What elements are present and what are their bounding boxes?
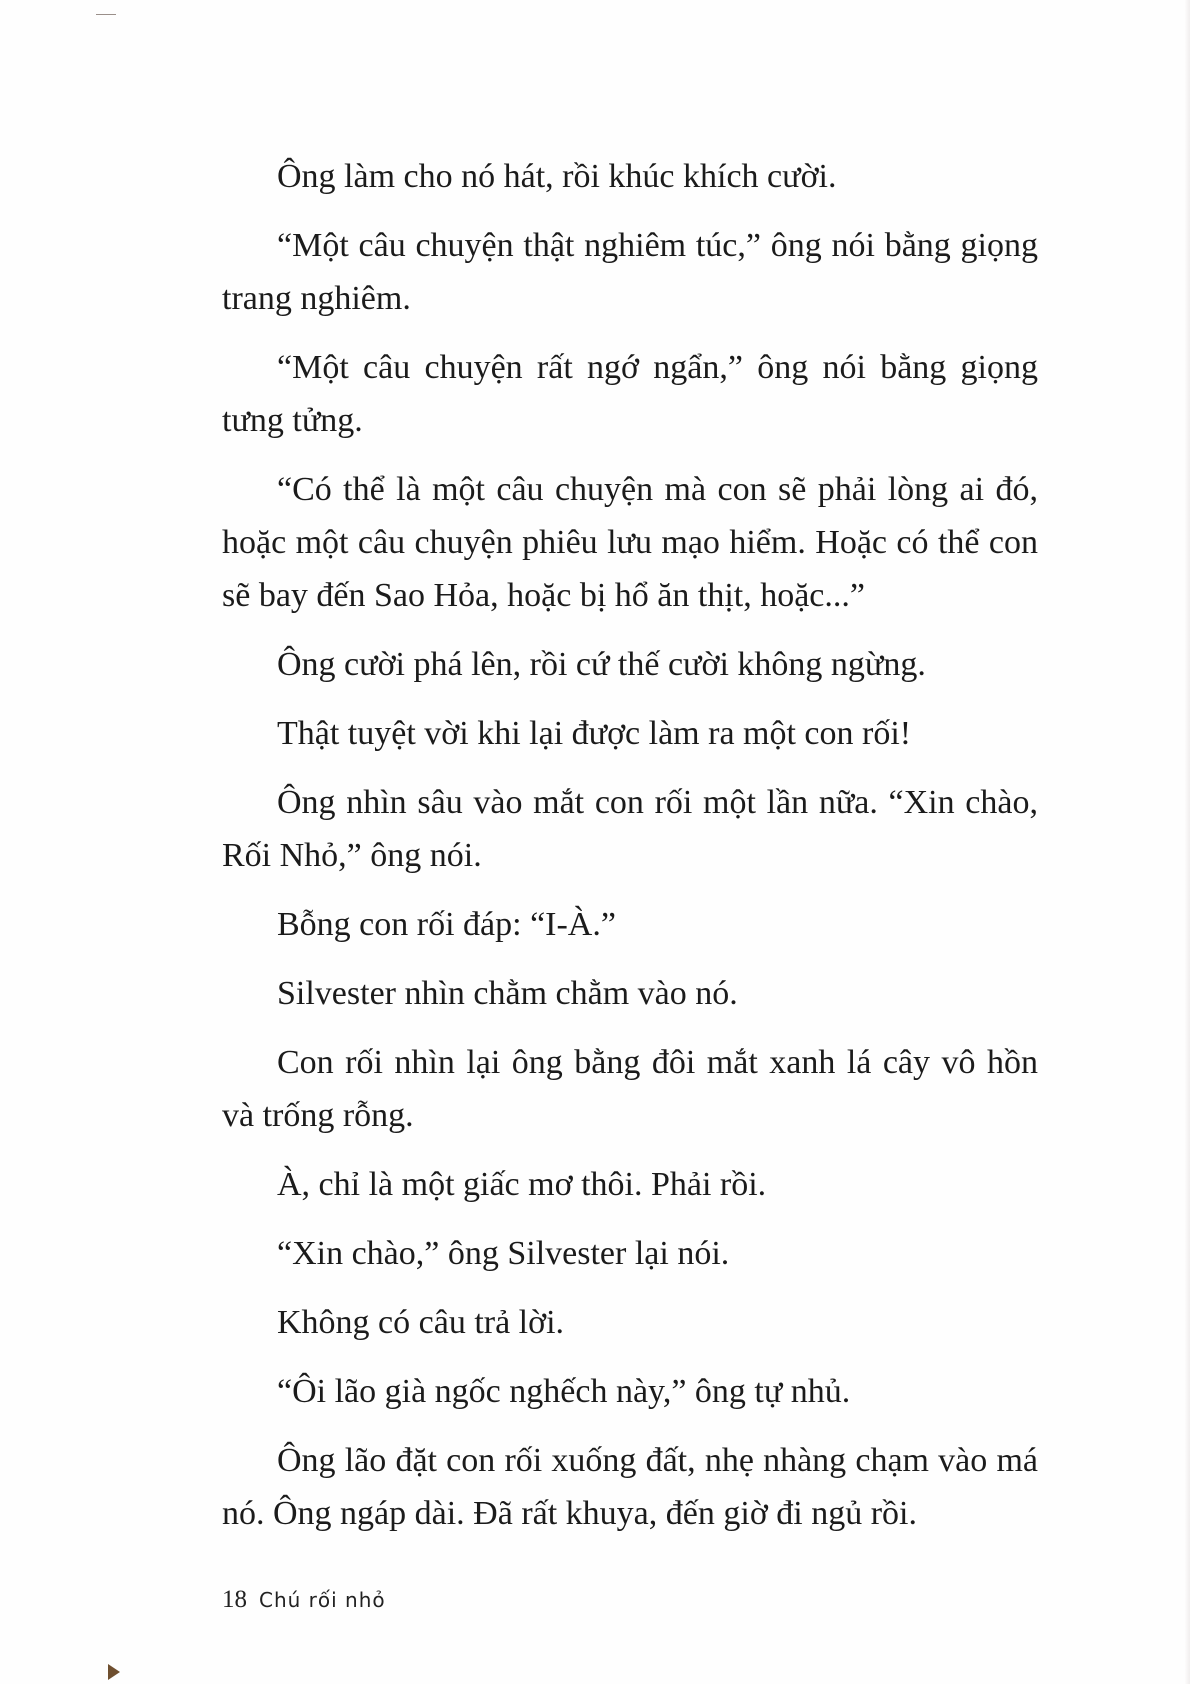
paragraph-2: “Một câu chuyện thật nghiêm túc,” ông nói bằng giọng trang nghiêm.	[222, 227, 1038, 317]
paragraph-4: “Có thể là một câu chuyện mà con sẽ phải lòng ai đó, hoặc một câu chuyện phiêu lưu mạo hiểm. Hoặc có thể con sẽ bay đến Sao Hỏa, hoặc bị hổ ăn thịt, hoặc...”	[222, 471, 1038, 614]
paragraph-7: Ông nhìn sâu vào mắt con rối một lần nữa. “Xin chào, Rối Nhỏ,” ông nói.	[222, 784, 1038, 874]
paragraph-3: “Một câu chuyện rất ngớ ngẩn,” ông nói bằng giọng tưng tửng.	[222, 349, 1038, 439]
paragraph-5: Ông cười phá lên, rồi cứ thế cười không ngừng.	[277, 646, 926, 683]
running-title: Chú rối nhỏ	[259, 1588, 386, 1612]
top-edge-rule	[96, 14, 116, 15]
page-footer	[222, 1586, 386, 1614]
paragraph-15: Ông lão đặt con rối xuống đất, nhẹ nhàng chạm vào má nó. Ông ngáp dài. Đã rất khuya, đến giờ đi ngủ rồi.	[222, 1442, 1038, 1532]
page-number: 18	[222, 1586, 247, 1613]
paragraph-6: Thật tuyệt vời khi lại được làm ra một con rối!	[277, 715, 912, 752]
paragraph-9: Silvester nhìn chằm chằm vào nó.	[277, 975, 738, 1012]
paragraph-10: Con rối nhìn lại ông bằng đôi mắt xanh lá cây vô hồn và trống rỗng.	[222, 1044, 1038, 1134]
paragraph-11: À, chỉ là một giấc mơ thôi. Phải rồi.	[277, 1166, 767, 1203]
page-edge-shadow	[1184, 0, 1190, 1684]
paragraph-1: Ông làm cho nó hát, rồi khúc khích cười.	[277, 158, 837, 195]
paragraph-12: “Xin chào,” ông Silvester lại nói.	[277, 1235, 730, 1272]
corner-mark-icon	[108, 1664, 120, 1680]
paragraph-8: Bỗng con rối đáp: “I-À.”	[277, 906, 616, 943]
body-text	[222, 150, 1038, 1556]
paragraph-13: Không có câu trả lời.	[277, 1304, 565, 1341]
paragraph-14: “Ôi lão già ngốc nghếch này,” ông tự nhủ.	[277, 1373, 851, 1410]
